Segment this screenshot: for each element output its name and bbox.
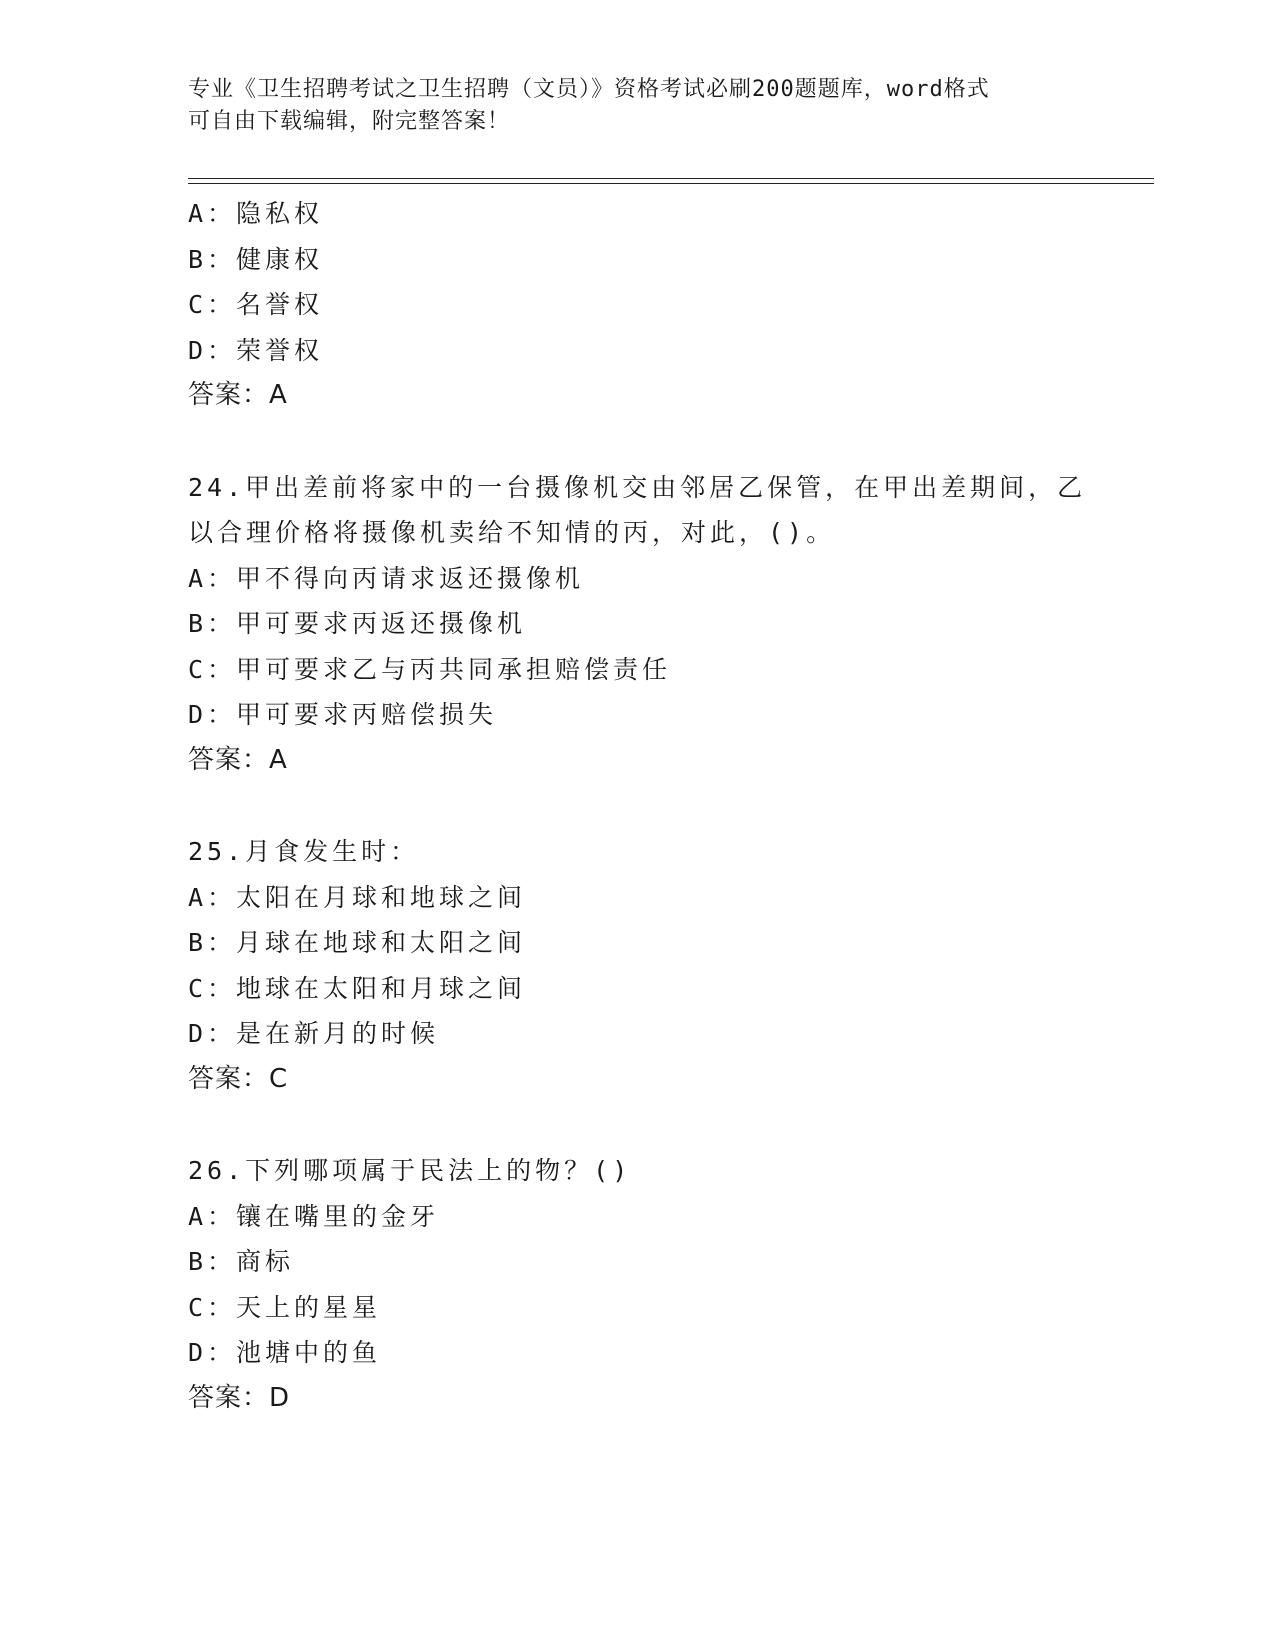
question-title-line-2: 以合理价格将摄像机卖给不知情的丙，对此，()。 — [188, 518, 836, 547]
header-divider-top — [188, 178, 1154, 179]
answer: 答案：A — [188, 380, 288, 410]
question-26 — [188, 1148, 1088, 1421]
option-d: D：是在新月的时候 — [188, 1019, 440, 1048]
option-c: C：地球在太阳和月球之间 — [188, 973, 527, 1003]
header-line-1: 专业《卫生招聘考试之卫生招聘（文员）》资格考试必刷200题题库，word格式 — [188, 77, 990, 102]
question-title: 26.下列哪项属于民法上的物？() — [188, 1156, 632, 1185]
header-line-2: 可自由下载编辑，附完整答案！ — [188, 109, 511, 134]
document-header — [188, 74, 1088, 138]
option-a: A：太阳在月球和地球之间 — [188, 882, 527, 912]
header-divider-bottom — [188, 183, 1154, 184]
question-title: 25.月食发生时： — [188, 837, 420, 866]
option-d: D：池塘中的鱼 — [188, 1338, 382, 1367]
option-b: B：甲可要求丙返还摄像机 — [188, 609, 527, 638]
question-title-line-1: 24.甲出差前将家中的一台摄像机交由邻居乙保管，在甲出差期间，乙 — [188, 472, 1087, 502]
option-d: D：甲可要求丙赔偿损失 — [188, 700, 498, 729]
option-d: D：荣誉权 — [188, 335, 324, 365]
question-23 — [188, 191, 1088, 419]
option-a: A：镶在嘴里的金牙 — [188, 1201, 440, 1231]
question-list — [188, 191, 1088, 1421]
spacer — [188, 1102, 1088, 1148]
option-b: B：月球在地球和太阳之间 — [188, 928, 527, 957]
option-b: B：健康权 — [188, 244, 324, 274]
option-c: C：天上的星星 — [188, 1292, 382, 1322]
option-a: A：甲不得向丙请求返还摄像机 — [188, 563, 585, 593]
answer: 答案：C — [188, 1063, 289, 1094]
answer: 答案：D — [188, 1382, 291, 1413]
option-a: A：隐私权 — [188, 199, 324, 228]
option-b: B：商标 — [188, 1247, 295, 1276]
question-25 — [188, 829, 1088, 1102]
spacer — [188, 783, 1088, 829]
question-24 — [188, 465, 1088, 784]
answer: 答案：A — [188, 744, 288, 775]
option-c: C：甲可要求乙与丙共同承担赔偿责任 — [188, 654, 672, 684]
option-c: C：名誉权 — [188, 290, 324, 319]
spacer — [188, 419, 1088, 465]
